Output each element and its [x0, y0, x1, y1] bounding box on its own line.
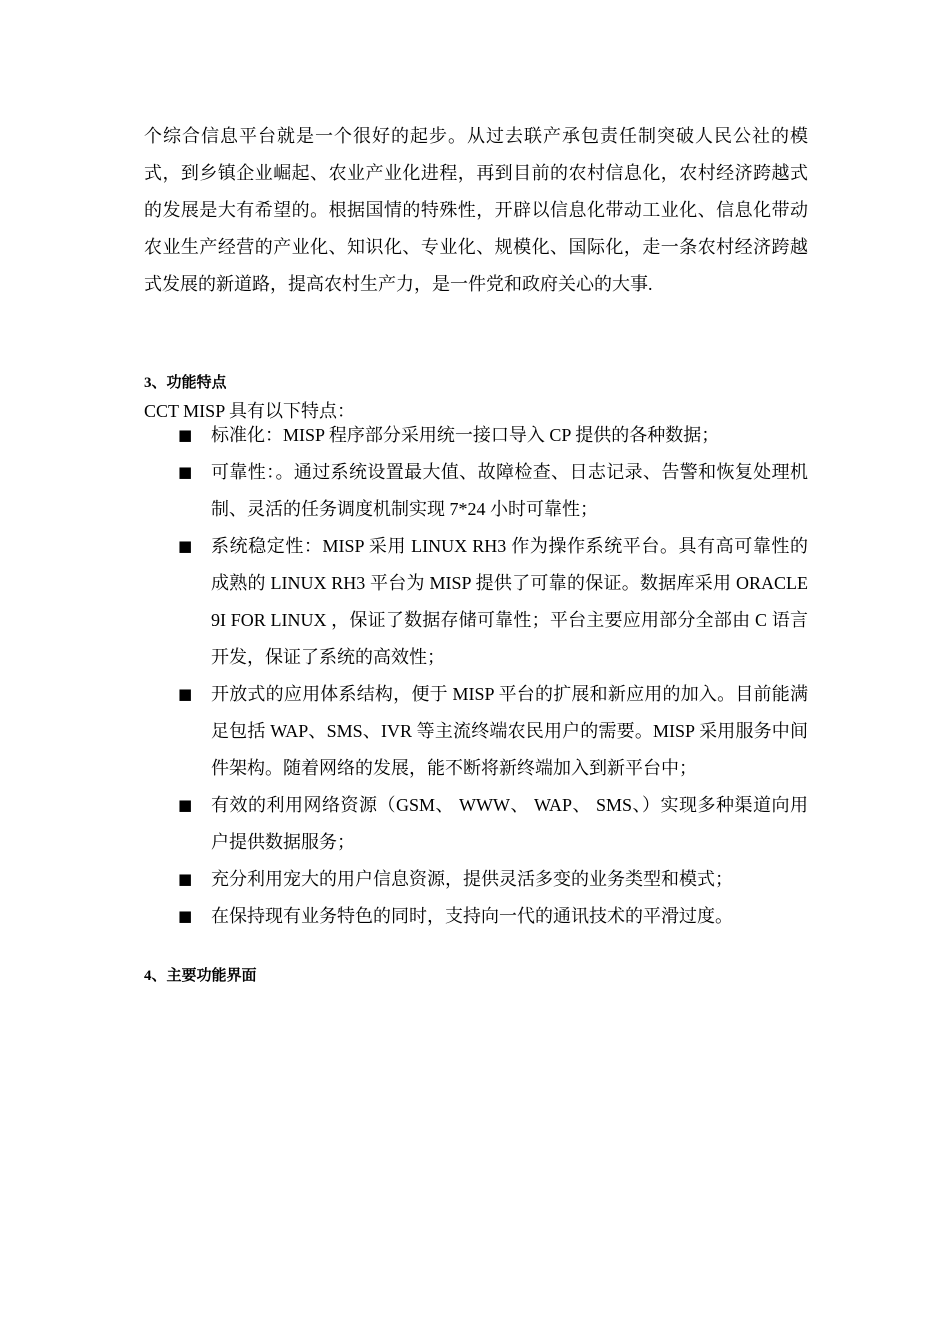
square-bullet-icon: ■	[178, 870, 193, 888]
feature-text: 充分利用宠大的用户信息资源，提供灵活多变的业务类型和模式；	[211, 869, 733, 889]
square-bullet-icon: ■	[178, 907, 193, 925]
feature-item-reliability	[144, 454, 808, 528]
feature-text: 标准化：MISP 程序部分采用统一接口导入 CP 提供的各种数据；	[211, 425, 720, 445]
feature-item-smooth-transition	[144, 898, 808, 935]
square-bullet-icon: ■	[178, 796, 193, 814]
feature-item-open-architecture	[144, 676, 808, 787]
section-3-lead: CCT MISP 具有以下特点：	[144, 401, 356, 421]
feature-text: 有效的利用网络资源（GSM、 WWW、 WAP、 SMS、）实现多种渠道向用户提供数据服务；	[211, 795, 808, 852]
square-bullet-icon: ■	[178, 685, 193, 703]
feature-text: 可靠性：。通过系统设置最大值、故障检查、日志记录、告警和恢复处理机制、灵活的任务调度机制实现 7*24 小时可靠性；	[211, 462, 808, 519]
feature-text: 开放式的应用体系结构，便于 MISP 平台的扩展和新应用的加入。目前能满足包括 WAP、SMS、IVR 等主流终端农民用户的需要。MISP 采用服务中间件架构。随着网络的发展，能不断将新终端加入到新平台中；	[211, 684, 808, 778]
feature-text: 系统稳定性：MISP 采用 LINUX RH3 作为操作系统平台。具有高可靠性的成熟的 LINUX RH3 平台为 MISP 提供了可靠的保证。数据库采用 ORACLE 9I FOR LINUX ，保证了数据存储可靠性；平台主要应用部分全部由 C 语言开发，保证了系统的高效性；	[211, 536, 808, 667]
section-3-heading: 3、功能特点	[144, 375, 227, 391]
feature-item-user-resources	[144, 861, 808, 898]
square-bullet-icon: ■	[178, 463, 193, 481]
feature-text: 在保持现有业务特色的同时，支持向一代的通讯技术的平滑过度。	[211, 906, 733, 926]
square-bullet-icon: ■	[178, 537, 193, 555]
feature-item-network-resources	[144, 787, 808, 861]
square-bullet-icon: ■	[178, 426, 193, 444]
feature-list	[144, 417, 808, 935]
section-4-heading: 4、主要功能界面	[144, 968, 257, 984]
intro-paragraph: 个综合信息平台就是一个很好的起步。从过去联产承包责任制突破人民公社的模式，到乡镇企业崛起、农业产业化进程，再到目前的农村信息化，农村经济跨越式的发展是大有希望的。根据国情的特殊性，开辟以信息化带动工业化、信息化带动农业生产经营的产业化、知识化、专业化、规模化、国际化，走一条农村经济跨越式发展的新道路，提高农村生产力，是一件党和政府关心的大事.	[144, 126, 808, 294]
feature-item-stability	[144, 528, 808, 676]
feature-item-standardization	[144, 417, 808, 454]
